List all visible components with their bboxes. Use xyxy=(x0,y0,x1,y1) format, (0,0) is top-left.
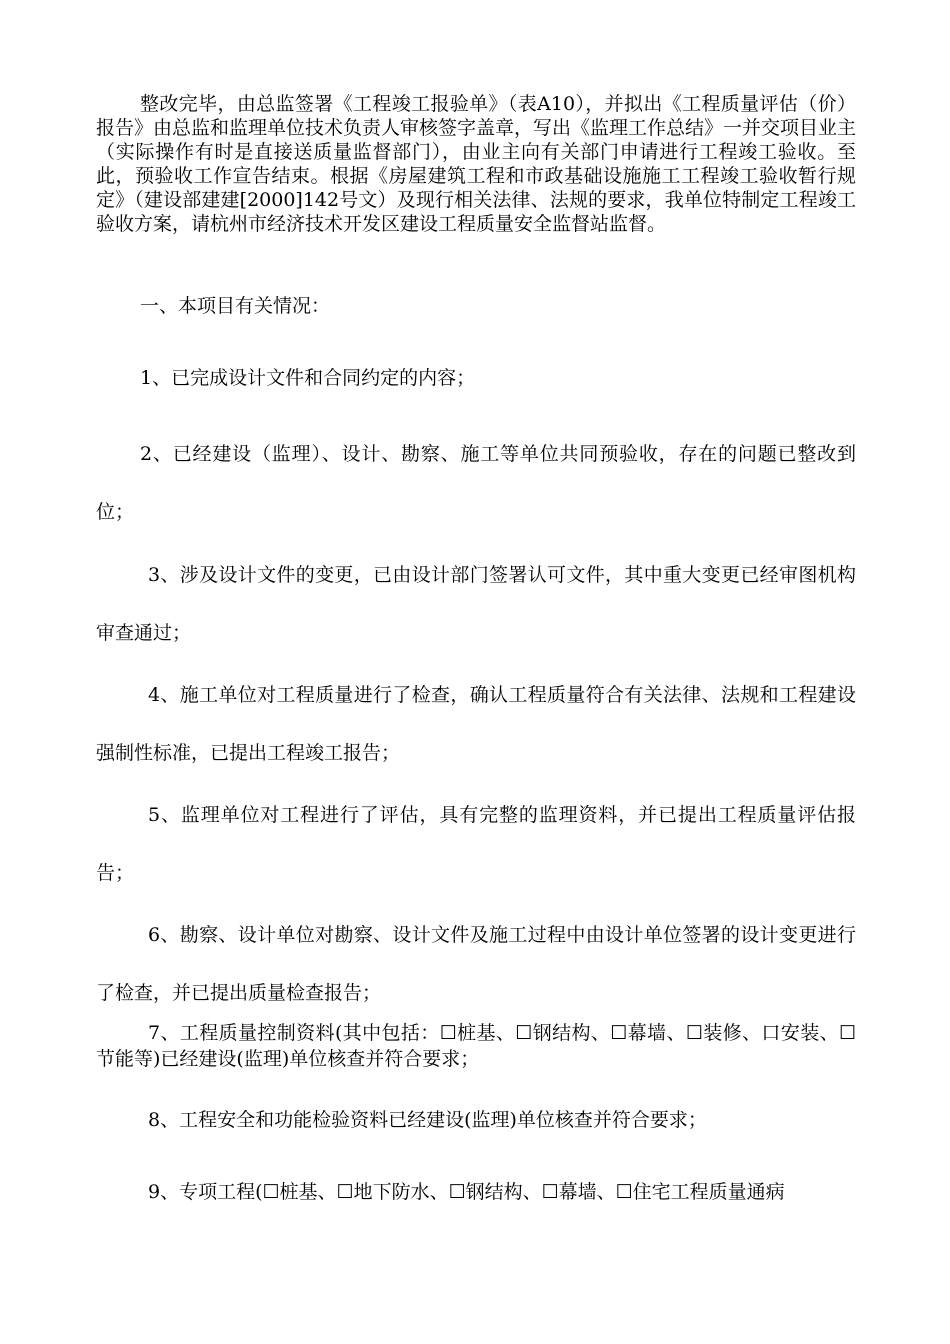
list-item-5: 5、监理单位对工程进行了评估，具有完整的监理资料，并已提出工程质量评估报告； xyxy=(96,804,856,884)
list-item-4: 4、施工单位对工程质量进行了检查，确认工程质量符合有关法律、法规和工程建设强制性标准，已提出工程竣工报告； xyxy=(96,684,856,764)
list-item-9: 9、专项工程(☐桩基、☐地下防水、☐钢结构、☐幕墙、☐住宅工程质量通病 xyxy=(148,1181,785,1203)
section-heading: 一、本项目有关情况： xyxy=(140,295,331,317)
list-item-2: 2、已经建设（监理）、设计、勘察、施工等单位共同预验收，存在的问题已整改到位； xyxy=(96,443,856,523)
list-item-1: 1、已完成设计文件和合同约定的内容； xyxy=(140,367,476,389)
list-item-7: 7、工程质量控制资料(其中包括：☐桩基、☐钢结构、☐幕墙、☐装修、口安装、☐节能等)已经建设(监理)单位核查并符合要求； xyxy=(96,1022,856,1070)
list-item-3: 3、涉及设计文件的变更，已由设计部门签署认可文件，其中重大变更已经审图机构审查通过； xyxy=(96,564,856,644)
intro-paragraph: 整改完毕，由总监签署《工程竣工报验单》（表A10），并拟出《工程质量评估（价）报告》由总监和监理单位技术负责人审核签字盖章，写出《监理工作总结》一并交项目业主（实际操作有时是直接送质量监督部门），由业主向有关部门申请进行工程竣工验收。至此，预验收工作宣告结束。根据《房屋建筑工程和市政基础设施施工工程竣工验收暂行规定》（建设部建建[2000]142号文）及现行相关法律、法规的要求，我单位特制定工程竣工验收方案，请杭州市经济技术开发区建设工程质量安全监督站监督。 xyxy=(96,93,857,235)
list-item-6: 6、勘察、设计单位对勘察、设计文件及施工过程中由设计单位签署的设计变更进行了检查，并已提出质量检查报告； xyxy=(96,924,856,1004)
list-item-8: 8、工程安全和功能检验资料已经建设(监理)单位核查并符合要求； xyxy=(148,1109,707,1131)
